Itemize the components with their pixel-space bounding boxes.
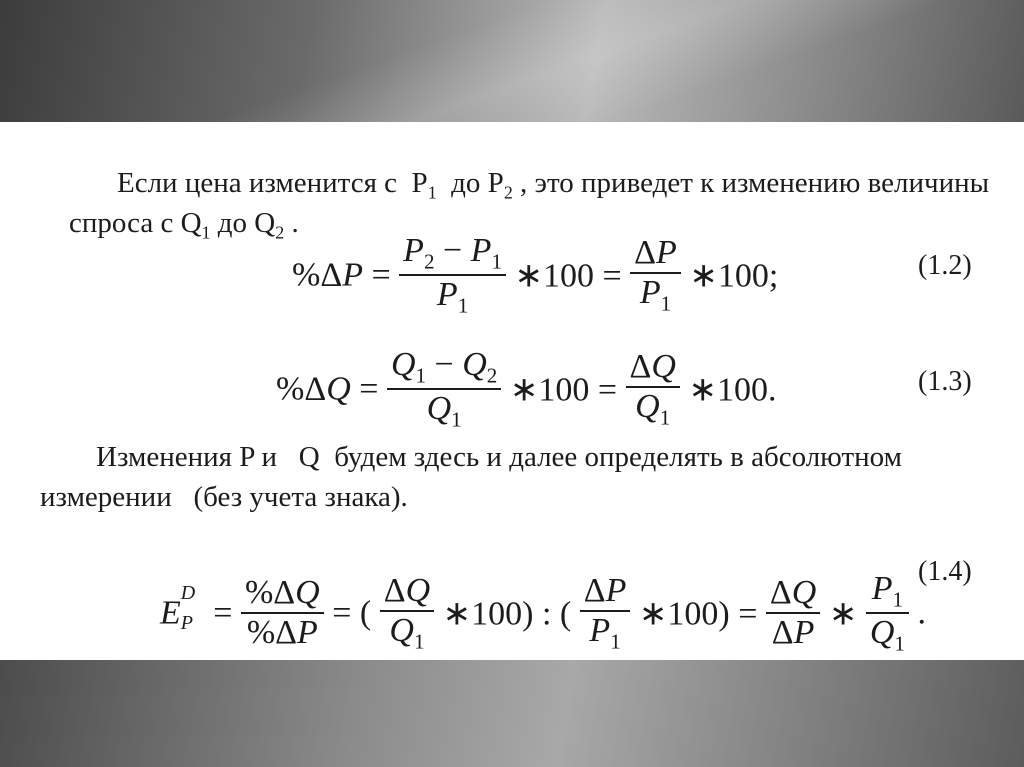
equation-1-3: %ΔQ = $\frac{Q_1 - Q_2}{Q_1}$ ∗100 = $\frac{\Delta Q}{Q_1}$ ∗100. <box>276 346 777 432</box>
equation-number: (1.3) <box>918 366 972 397</box>
document-page <box>0 122 1024 660</box>
equation-1-2: %ΔP = $\frac{P_2 - P_1}{P_1}$ ∗100 = $\frac{\Delta P}{P_1}$ ∗100; <box>292 232 779 318</box>
equation-number: (1.4) <box>918 556 972 587</box>
equation-number: (1.2) <box>918 250 972 281</box>
equation-1-4: E D P = $\frac{\%\Delta Q}{\%\Delta P}$ = ( $\frac{\Delta Q}{Q_1}$ ∗100) : ( $\frac{\Delta P}{P_1}$ ∗100) = $\frac{\Delta Q}{\Delta P}$ ∗ $\frac{P_1}{Q_1}$ . <box>160 570 926 656</box>
slide-bottom-band <box>0 660 1024 767</box>
paragraph-line: Если цена изменится с $P_1$ до $P_2$ , это приведет к изменению величины <box>117 167 990 203</box>
slide-top-band <box>0 0 1024 122</box>
paragraph-line: Изменения P и Q будем здесь и далее определять в абсолютном <box>96 441 902 473</box>
paragraph-line: спроса с $Q_1$ до $Q_2$ . <box>69 207 299 243</box>
paragraph-line: измерении (без учета знака). <box>40 481 408 513</box>
